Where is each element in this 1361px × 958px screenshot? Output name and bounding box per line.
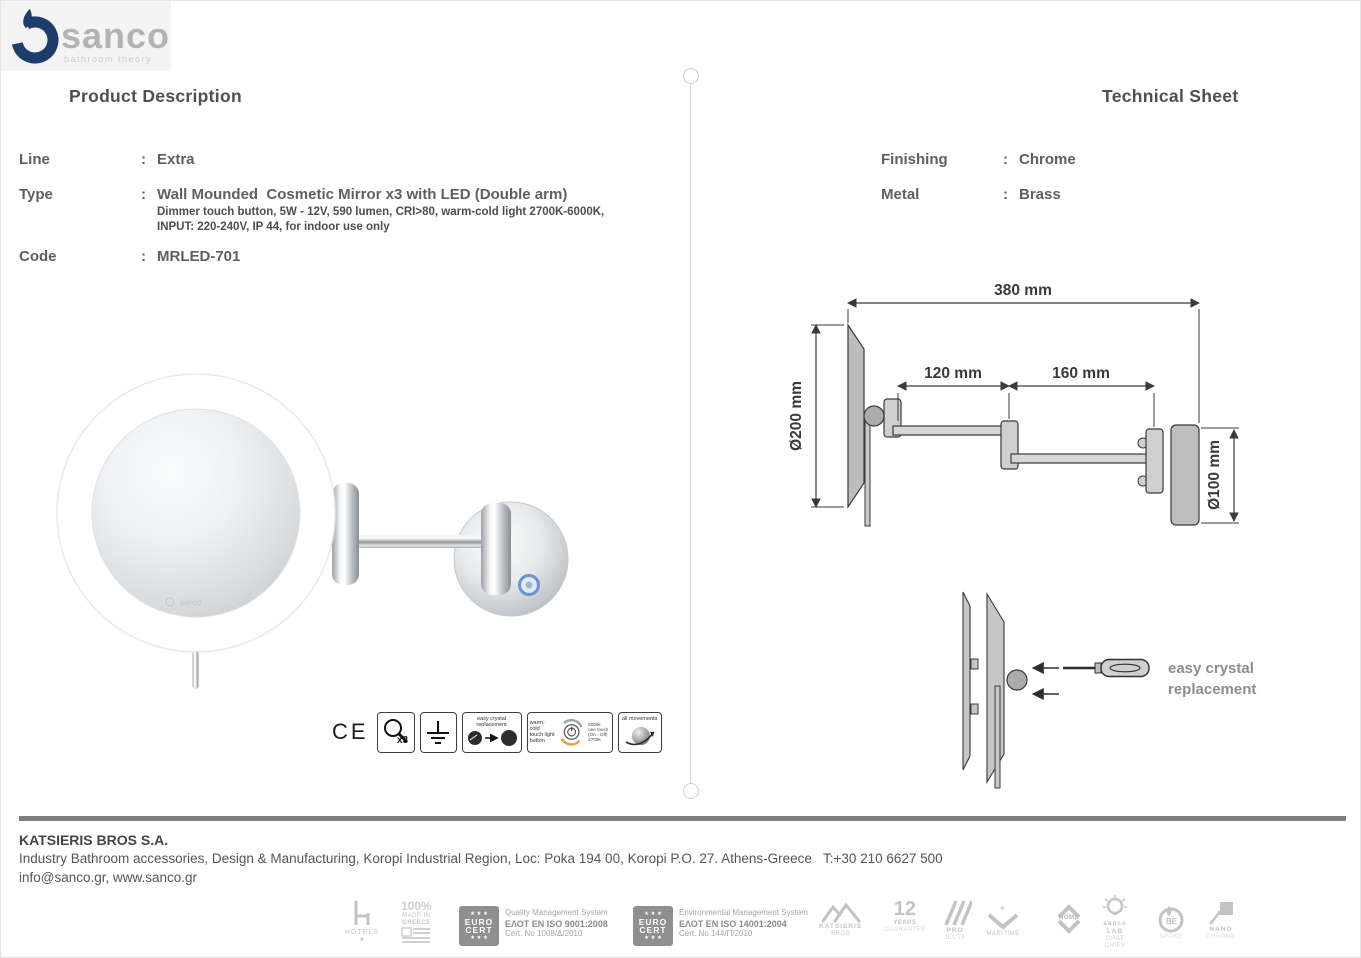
logo-sanco-lab (1101, 894, 1129, 950)
divider-line (690, 84, 691, 783)
all-movements-icon (622, 722, 658, 748)
drawing-arm-2 (1011, 454, 1157, 463)
led-touch-button-center (526, 582, 533, 589)
divider-bottom-dot (683, 783, 699, 799)
crystal-note (1168, 658, 1256, 700)
touch-dimmer-icon (558, 717, 585, 747)
finishing-label: Finishing (881, 151, 948, 168)
crystal-back-plate (963, 592, 970, 770)
divider-top-dot (683, 68, 699, 84)
nano-icon (1206, 900, 1236, 926)
drawing-mirror-stem (865, 420, 870, 526)
heading-technical-sheet: Technical Sheet (1102, 86, 1239, 106)
footer-address: Industry Bathroom accessories, Design & Manufacturing, Koropi Industrial Region, Loc: Poka 194 00, Koropi P.O. 27. Athens-Greece T:+30 210 6627 500 (19, 851, 943, 866)
screwdriver-icon (1063, 660, 1149, 677)
product-photo-mirror (56, 363, 626, 693)
colon: : (1003, 186, 1008, 203)
iso14001-text (679, 908, 808, 940)
iso14001-line-3: Cert. No 144/Π/2010 (679, 929, 753, 938)
eurocert-cert: CERT (639, 925, 667, 935)
years-line-2: GUARANTEE (884, 927, 926, 933)
logo-made-in-greece (401, 899, 432, 945)
type-detail-1: Dimmer touch button, 5W - 12V, 590 lumen, CRI>80, warm-cold light 2700K-6000K, (157, 206, 605, 218)
greece-pct: 100% (401, 899, 432, 913)
crystal-tab-1 (971, 659, 978, 669)
nano-line-2: CHROME (1206, 934, 1236, 940)
crystal-note-line-2: replacement (1168, 681, 1257, 698)
footer-contact: info@sanco.gr, www.sanco.gr (19, 870, 198, 885)
logo-bespoke (1156, 904, 1186, 941)
spec-row-code (19, 248, 240, 265)
katsieris-line-1: KATSIERIS (819, 923, 863, 930)
magnification-label: x3 (396, 735, 408, 746)
iso9001-text (505, 908, 608, 940)
iso9001-line-3: Cert. No 1008/Δ/2010 (505, 929, 583, 938)
technical-drawing (781, 273, 1261, 538)
slashes-icon (938, 899, 972, 927)
spec-row-line (19, 151, 195, 168)
hotels-star: ★ (359, 937, 365, 943)
logo-nano-chrome (1206, 900, 1236, 941)
grounding-badge (420, 712, 457, 753)
mirror-handle (193, 651, 199, 689)
dim-arm-2: 160 mm (1052, 365, 1110, 382)
greece-line-2: MADE IN (402, 913, 431, 919)
logo-12-years (884, 898, 926, 934)
hotels-text: HOTELS (345, 929, 380, 936)
bespoke-drop-icon (1156, 904, 1186, 934)
spec-row-type (19, 186, 567, 203)
mirror-glass (92, 409, 300, 617)
bespoke-spoke: SPOKE (1159, 934, 1183, 940)
metal-label: Metal (881, 186, 920, 203)
code-value: MRLED-701 (157, 248, 241, 265)
eurocert-badge-environment (633, 906, 673, 946)
temp-low-label: 2700k (588, 737, 601, 742)
dim-total-width: 380 mm (994, 282, 1052, 299)
brand-name: sanco (61, 15, 171, 56)
mountains-icon (821, 901, 861, 923)
lower-arm (356, 535, 496, 548)
magnifier-icon (379, 715, 413, 749)
certification-badges (332, 711, 662, 753)
colon: : (1003, 151, 1008, 168)
all-movements-text: all movements (621, 716, 658, 722)
touch-note-2: (On - Off) (588, 732, 608, 737)
easy-crystal-text-2: replacement (476, 722, 507, 728)
elbow-joint (332, 483, 359, 585)
line-label: Line (19, 151, 50, 168)
logo-projects (938, 899, 972, 942)
sancolab-line-2: LAB (1106, 928, 1124, 935)
logo-home (1051, 901, 1087, 922)
eurocert-stars-top: ★ ★ ★ (644, 911, 662, 917)
eurocert-stars-top: ★ ★ ★ (470, 911, 488, 917)
eurocert-euro: EURO (638, 917, 668, 927)
type-label: Type (19, 186, 53, 203)
colon: : (141, 248, 146, 265)
crystal-replacement-drawing (951, 586, 1161, 796)
eurocert-badge-quality (459, 906, 499, 946)
home-text: HOME (1059, 915, 1079, 921)
maritime-text: MARITIME (986, 931, 1020, 937)
all-movements-badge (618, 712, 662, 753)
easy-crystal-text-1: easy crystal (477, 716, 507, 722)
maritime-icon (986, 913, 1020, 931)
nano-line-1: NANO (1209, 926, 1233, 933)
logo-maritime (986, 906, 1020, 938)
warm-cold-text-3: button (529, 738, 545, 744)
touch-note-1: one touch (588, 727, 609, 732)
warm-cold-badge (527, 712, 613, 753)
heading-product-description: Product Description (69, 86, 242, 106)
dim-plate-diameter: Ø100 mm (1206, 440, 1223, 510)
finishing-value: Chrome (1019, 151, 1076, 168)
ground-icon (421, 715, 455, 749)
dim-arm-1: 120 mm (924, 365, 982, 382)
maritime-star: ★ (1000, 906, 1006, 912)
metal-value: Brass (1019, 186, 1061, 203)
sancolab-line-1: sanco (1103, 920, 1127, 927)
mirror-watermark: sanco (180, 598, 202, 607)
spec-row-finishing (881, 151, 1076, 168)
eurocert-cert: CERT (465, 925, 493, 935)
footer-divider-bar (19, 816, 1346, 821)
greece-line-3: GREECE (402, 920, 431, 926)
easy-crystal-badge (462, 712, 522, 753)
sanco-logo-icon (9, 7, 61, 67)
temp-high-label: 6000k (588, 722, 601, 727)
colon: : (141, 186, 146, 203)
hotels-icon (349, 899, 375, 929)
logo-hotels (345, 899, 379, 944)
greece-flag-icon (401, 927, 431, 945)
iso9001-line-1: Quality Management System (505, 908, 608, 917)
eurocert-euro: EURO (464, 917, 494, 927)
crystal-ball-joint (1007, 670, 1027, 690)
crystal-tab-2 (971, 704, 978, 714)
wall-hinge (481, 503, 511, 595)
eurocert-stars-bottom: ★ ★ ★ (644, 935, 662, 941)
line-value: Extra (157, 151, 195, 168)
magnification-badge (377, 712, 415, 753)
crystal-stem (995, 686, 1000, 788)
dim-mirror-diameter: Ø200 mm (788, 381, 805, 451)
projects-line-1: PRO (946, 927, 964, 934)
drawing-clamp-2 (1146, 429, 1163, 493)
drawing-ball-joint (864, 406, 884, 426)
bespoke-be: BE (1166, 917, 1178, 926)
sancolab-line-3: ORATORIES (1104, 936, 1126, 949)
eurocert-stars-bottom: ★ ★ ★ (470, 935, 488, 941)
colon: : (141, 151, 146, 168)
katsieris-line-2: BROS (831, 931, 851, 937)
years-number: 12 (893, 898, 917, 920)
drawing-mirror-disc (848, 325, 864, 507)
type-detail-2: INPUT: 220-240V, IP 44, for indoor use only (157, 221, 390, 233)
brand-tagline: bathroom theory (64, 54, 153, 64)
iso9001-line-2: ΕΛΟΤ EN ISO 9001:2008 (505, 918, 608, 929)
crystal-swap-icon (465, 728, 519, 748)
ce-mark-icon: CE (332, 719, 369, 744)
warm-cold-text-1: warm-cold (529, 720, 545, 732)
footer-company: KATSIERIS BROS S.A. (19, 832, 169, 848)
drawing-wall-plate (1171, 425, 1199, 525)
spec-row-metal (881, 186, 1061, 203)
lab-bulb-icon (1101, 894, 1129, 920)
type-value: Wall Mounded Cosmetic Mirror x3 with LED (Double arm) (157, 186, 568, 203)
years-line-1: YEARS (893, 920, 917, 926)
drawing-arm-1 (893, 426, 1005, 435)
iso14001-line-2: ΕΛΟΤ EN ISO 14001:2004 (679, 918, 787, 929)
logo-katsieris-bros (819, 901, 862, 938)
iso14001-line-1: Environmental Management System (679, 908, 808, 917)
projects-line-2: JECTS (944, 935, 966, 941)
code-label: Code (19, 248, 57, 265)
crystal-note-line-1: easy crystal (1168, 660, 1254, 677)
warm-cold-text-2: touch light (529, 732, 555, 738)
